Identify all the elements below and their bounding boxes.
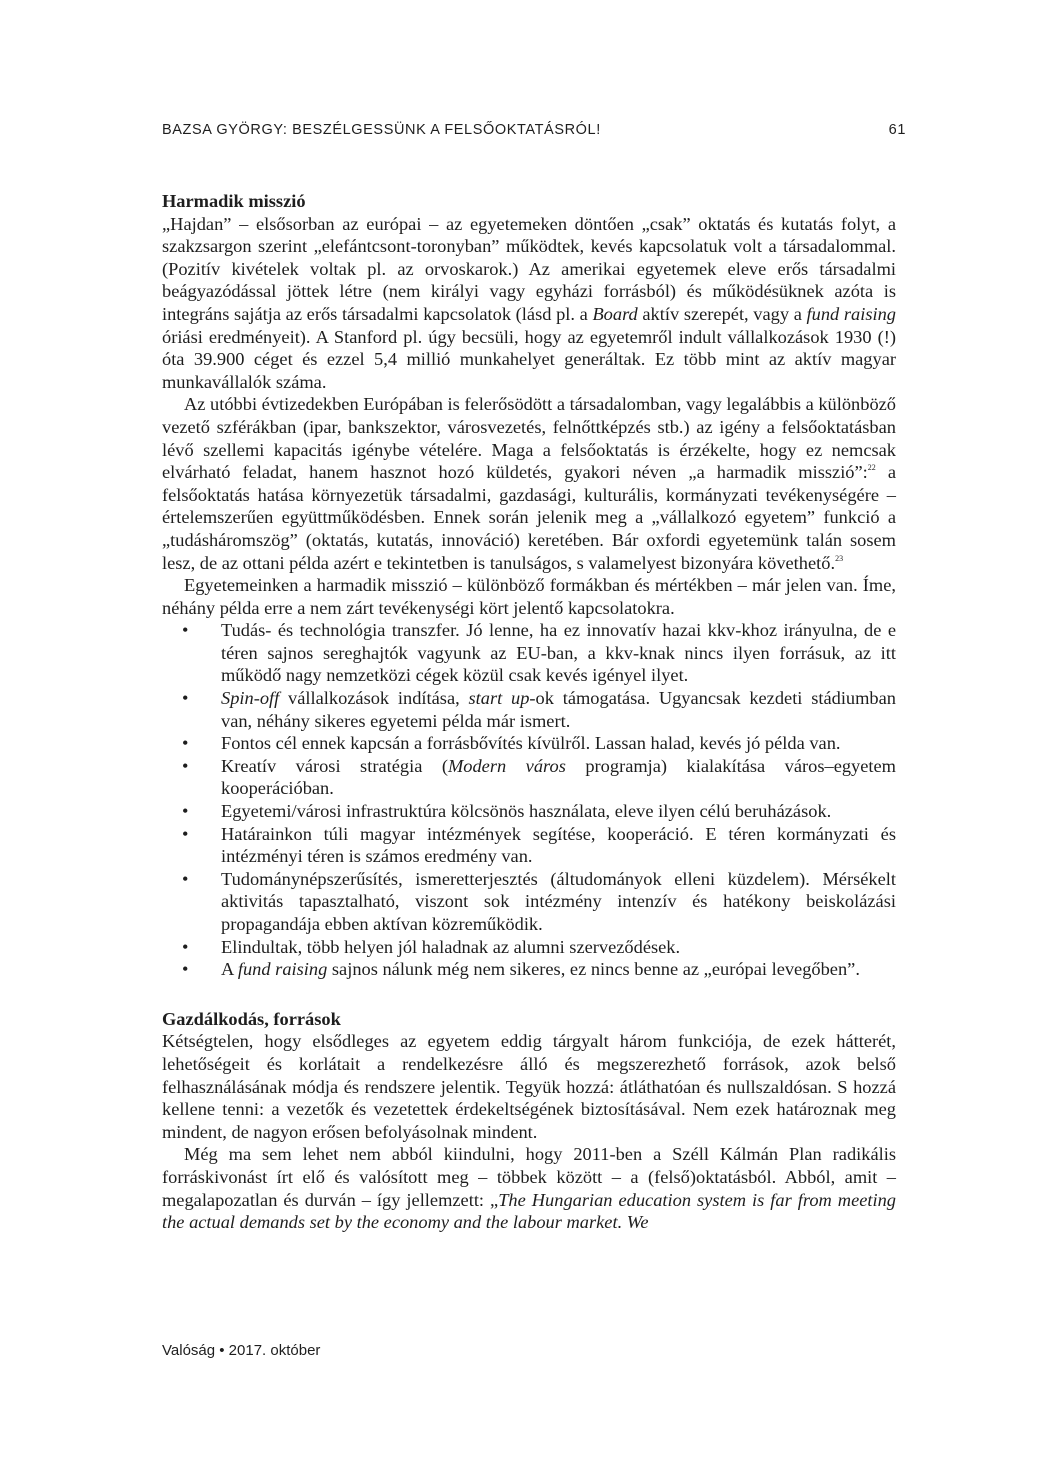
paragraph [162,213,896,394]
italic-term: Spin-off [221,688,280,709]
paragraph [162,1143,896,1233]
text-run: Az utóbbi évtizedekben Európában is felerősödött a társadalomban, vagy legalábbis a különböző vezető szférákban (ipar, bankszektor, városvezetés, felnőttképzés stb.) az igény a felsőoktatásban lévő szellemi kapacitás igénybe vételére. Maga a felsőoktatás is érzékelte, hogy ez nemcsak elvárható feladat, hanem hasznot hozó küldetés, gyakori néven „a harmadik misszió”: [162,394,896,483]
italic-term: fund raising [806,303,896,324]
list-item [162,687,896,732]
list-item: • Határainkon túli magyar intézmények segítése, kooperáció. E téren kormányzati és intézményi téren is számos eredmény van. [162,823,896,868]
article-body [162,190,896,1234]
italic-term: Modern város [447,755,566,776]
running-head [162,122,906,138]
paragraph [162,393,896,574]
section-heading-harmadik-misszio: Harmadik misszió [162,191,306,211]
list-item: • Fontos cél ennek kapcsán a forrásbővítés kívülről. Lassan halad, kevés jó példa van. [162,732,896,755]
page-number: 61 [888,122,906,138]
list-item: • Elindultak, több helyen jól haladnak az alumni szerveződések. [162,936,896,959]
footnote-ref: 23 [835,553,844,563]
paragraph: Kétségtelen, hogy elsődleges az egyetem eddig tárgyalt három funkciója, de ezek hátterét, lehetőségeit és korlátait a rendelkezésre álló és megszerezhető források, azok belső felhasználásának módja és rendszere jelentik. Tegyük hozzá: átláthatóan és nullszaldósan. S hozzá kellene tenni: a vezetők és vezetettek érdekeltségének biztosításával. Nem ezek határoznak meg mindent, de nagyon erősen befolyásolnak mindent. [162,1031,896,1142]
list-item: • Egyetemi/városi infrastruktúra kölcsönös használata, eleve ilyen célú beruházások. [162,800,896,823]
text-run: „Hajdan” – elsősorban az európai – az egyetemeken döntően „csak” oktatás és kutatás folyt, a szakzsargon szerint „elefántcsont-toronyban” működtek, kevés kapcsolatuk volt a társadalommal. (Pozitív kivételek voltak pl. az orvoskarok.) Az amerikai egyetemek eleve erős társadalmi beágyazódással jöttek létre (nem királyi vagy egyházi forrásból) és működésüknek azóta is integráns sajátja az erős társadalmi kapcsolatok (lásd pl. a [162,213,896,324]
text-run: -ok támogatása. Ugyancsak kezdeti stádiumban van, néhány sikeres egyetemi példa már ismert. [221,688,896,731]
text-run: A [221,959,238,980]
text-run: sajnos nálunk még nem sikeres, ez nincs benne az „európai levegőben”. [327,959,860,980]
italic-term: fund raising [237,959,328,980]
list-item: • Tudománynépszerűsítés, ismeretterjesztés (áltudományok elleni küzdelem). Mérsékelt aktivitás tapasztalható, viszont sok intézmény intenzív és hatékony beiskolázási propagandája ebben aktívan közreműködik. [162,868,896,936]
italic-quote: The Hungarian education system is far from meeting the actual demands set by the economy and the labour market. We [162,1189,896,1233]
list-item [162,755,896,800]
section-heading-gazdalkodas: Gazdálkodás, források [162,1008,341,1029]
italic-term: start up [468,688,530,709]
text-run: Kreatív városi stratégia ( [221,755,448,776]
list-item: • Tudás- és technológia transzfer. Jó lenne, ha ez innovatív hazai kkv-khoz irányulna, de e téren sajnos sereghajtók vagyunk az EU-ban, a kkv-knak nincs ilyen forrásuk, az itt működő nagy nemzetközi cégek közül csak kevés igényel ilyet. [162,619,896,687]
text-run: óriási eredményeit). A Stanford pl. úgy becsüli, hogy az egyetemről indult vállalkozások 1930 (!) óta 39.900 céget és ezzel 5,4 millió munkahelyet generáltak. Ez több mint az aktív magyar munkavállalók száma. [162,326,896,392]
running-title: BAZSA GYÖRGY: BESZÉLGESSÜNK A FELSŐOKTATÁSRÓL! [162,122,601,138]
text-run: programja) kialakítása város–egyetem kooperációban. [221,755,896,799]
list-item [162,958,896,981]
footnote-ref: 22 [867,463,876,473]
page-footer: Valóság • 2017. október [162,1342,321,1359]
text-run: Még ma sem lehet nem abból kiindulni, hogy 2011-ben a Széll Kálmán Plan radikális forráskivonást írt elő és valósított meg – többek között – a (felső)oktatásból. Abból, amit – megalapozatlan és durván – így jellemzett: „ [162,1144,896,1210]
text-run: aktív szerepét, vagy a [637,303,807,324]
italic-term: Board [592,303,638,324]
paragraph: Egyetemeinken a harmadik misszió – különböző formákban és mértékben – már jelen van. Íme, néhány példa erre a nem zárt tevékenységi kört jelentő kapcsolatokra. [162,575,896,618]
text-run: vállalkozások indítása, [279,688,469,709]
text-run: a felsőoktatás hatása környezetük társadalmi, gazdasági, kulturális, kormányzati tevékenységére – értelemszerűen együttműködésben. Ennek során jelenik meg a „vállalkozó egyetem” funkció a „tudásháromszög” (oktatás, kutatás, innováció) keretében. Bár oxfordi egyetemünk talán sosem lesz, de az ottani példa azért e tekintetben is tanulságos, s valamelyest bizonyára követhető. [162,462,897,573]
bullet-list [162,619,896,981]
